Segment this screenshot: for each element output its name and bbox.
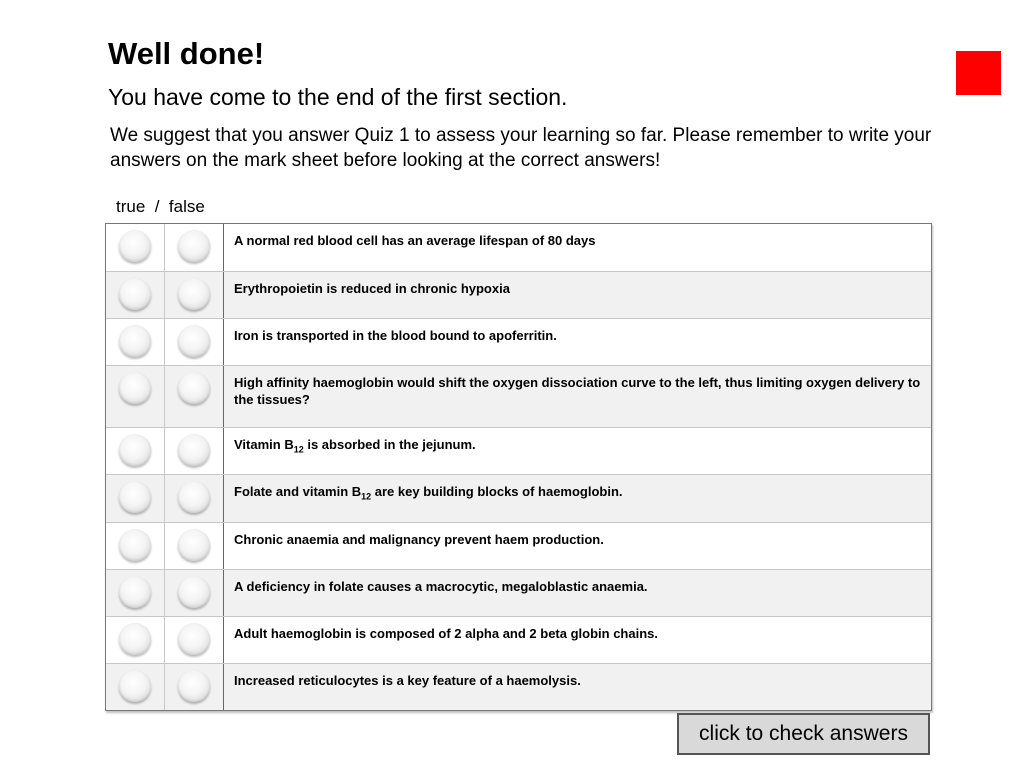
question-text-part: A deficiency in folate causes a macrocytic, megaloblastic anaemia. <box>234 579 648 594</box>
quiz-row <box>106 224 931 272</box>
question-text <box>224 570 931 616</box>
false-cell <box>165 570 224 616</box>
true-false-header: true / false <box>116 197 205 216</box>
false-cell <box>165 664 224 710</box>
false-cell <box>165 224 224 271</box>
true-cell <box>106 319 165 365</box>
question-text <box>224 366 931 427</box>
question-text-part: Iron is transported in the blood bound to apoferritin. <box>234 328 557 343</box>
true-radio-button[interactable] <box>119 576 151 608</box>
false-cell <box>165 428 224 474</box>
question-text <box>224 617 931 663</box>
question-text-part: Erythropoietin is reduced in chronic hypoxia <box>234 281 510 296</box>
question-text-part: A normal red blood cell has an average lifespan of 80 days <box>234 233 596 248</box>
question-text <box>224 475 931 522</box>
quiz-row <box>106 272 931 319</box>
question-text <box>224 319 931 365</box>
true-radio-button[interactable] <box>119 230 151 262</box>
false-radio-button[interactable] <box>178 278 210 310</box>
false-radio-button[interactable] <box>178 623 210 655</box>
quiz-row <box>106 617 931 664</box>
true-cell <box>106 428 165 474</box>
quiz-row <box>106 664 931 710</box>
true-radio-button[interactable] <box>119 670 151 702</box>
question-text-part: Chronic anaemia and malignancy prevent haem production. <box>234 532 604 547</box>
question-text-part: Folate and vitamin B <box>234 484 362 499</box>
true-cell <box>106 570 165 616</box>
subscript-text: 12 <box>293 444 304 455</box>
quiz-row <box>106 319 931 366</box>
false-cell <box>165 523 224 569</box>
false-radio-button[interactable] <box>178 481 210 513</box>
false-radio-button[interactable] <box>178 670 210 702</box>
question-text-part: is absorbed in the jejunum. <box>303 437 476 452</box>
false-radio-button[interactable] <box>178 372 210 404</box>
subscript-text: 12 <box>361 491 372 502</box>
quiz-row <box>106 475 931 523</box>
question-text-part: Increased reticulocytes is a key feature of a haemolysis. <box>234 673 581 688</box>
check-answers-button[interactable]: click to check answers <box>677 713 930 755</box>
page-title: Well done! <box>108 36 265 71</box>
false-cell <box>165 475 224 522</box>
true-cell <box>106 523 165 569</box>
quiz-row <box>106 570 931 617</box>
quiz-table <box>105 223 932 711</box>
false-radio-button[interactable] <box>178 576 210 608</box>
quiz-row <box>106 523 931 570</box>
false-radio-button[interactable] <box>178 325 210 357</box>
false-cell <box>165 366 224 427</box>
true-radio-button[interactable] <box>119 529 151 561</box>
true-cell <box>106 366 165 427</box>
true-cell <box>106 224 165 271</box>
quiz-row <box>106 366 931 428</box>
question-text <box>224 664 931 710</box>
true-cell <box>106 272 165 318</box>
true-cell <box>106 475 165 522</box>
question-text <box>224 272 931 318</box>
false-radio-button[interactable] <box>178 230 210 262</box>
true-radio-button[interactable] <box>119 278 151 310</box>
true-radio-button[interactable] <box>119 434 151 466</box>
true-radio-button[interactable] <box>119 623 151 655</box>
question-text-part: are key building blocks of haemoglobin. <box>371 484 623 499</box>
red-square-marker <box>956 51 1001 95</box>
question-text-part: Adult haemoglobin is composed of 2 alpha and 2 beta globin chains. <box>234 626 658 641</box>
intro-text: We suggest that you answer Quiz 1 to assess your learning so far. Please remember to write your answers on the mark sheet before looking at the correct answers! <box>110 125 932 171</box>
question-text <box>224 224 931 271</box>
true-cell <box>106 664 165 710</box>
true-cell <box>106 617 165 663</box>
false-cell <box>165 617 224 663</box>
true-radio-button[interactable] <box>119 325 151 357</box>
question-text <box>224 523 931 569</box>
false-cell <box>165 272 224 318</box>
false-radio-button[interactable] <box>178 434 210 466</box>
quiz-row <box>106 428 931 475</box>
question-text-part: Vitamin B <box>234 437 294 452</box>
false-radio-button[interactable] <box>178 529 210 561</box>
page-subtitle: You have come to the end of the first section. <box>108 84 568 110</box>
true-radio-button[interactable] <box>119 481 151 513</box>
false-cell <box>165 319 224 365</box>
question-text <box>224 428 931 474</box>
question-text-part: High affinity haemoglobin would shift the oxygen dissociation curve to the left, thus limiting oxygen delivery to the tissues? <box>234 375 921 407</box>
true-radio-button[interactable] <box>119 372 151 404</box>
